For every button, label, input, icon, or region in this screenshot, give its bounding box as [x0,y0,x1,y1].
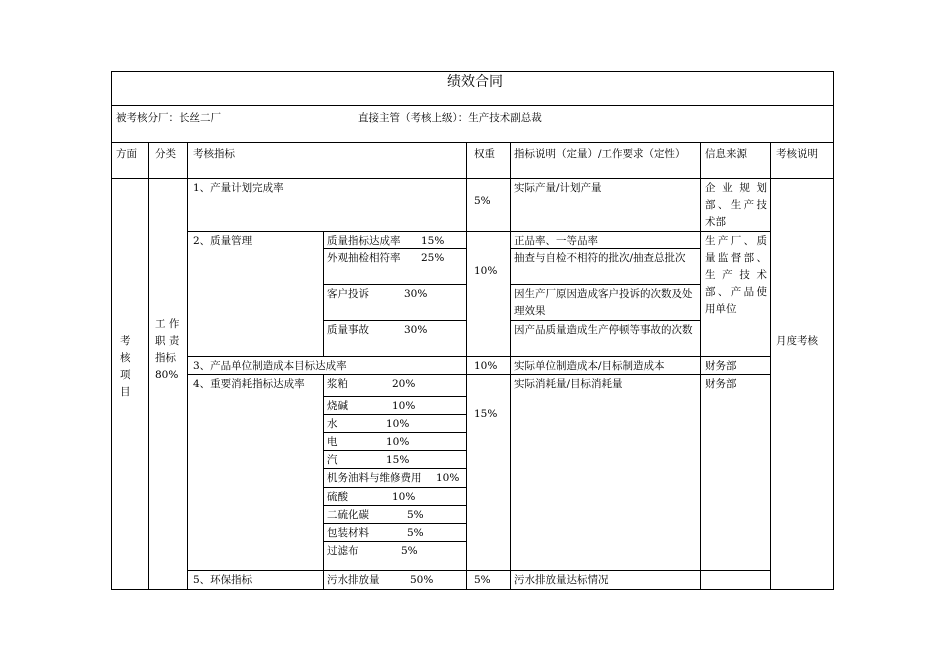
sub-indicator-pct: 20% [392,378,416,390]
category-line: 职 责 [155,335,180,347]
divider [111,142,834,143]
sub-description: 正品率、一等品率 [514,235,598,247]
column-divider [770,142,771,590]
indicator-4: 4、重要消耗指标达成率 [193,378,305,390]
weight-4: 15% [474,408,498,420]
sub-indicator-pct: 10% [386,418,410,430]
row-divider [323,396,466,397]
weight-3: 10% [474,360,498,372]
weight-5: 5% [474,574,491,586]
sub-indicator-name: 汽 [327,454,338,466]
page-title: 绩效合同 [447,74,503,90]
column-divider [148,142,149,590]
sub-indicator-name: 过滤布 [327,545,359,557]
row-divider [510,320,700,321]
column-divider [323,374,324,590]
aspect-char: 核 [120,352,131,364]
sub-description: 因生产厂原因造成客户投诉的次数及处理效果 [514,288,693,317]
aspect-char: 考 [120,335,131,347]
column-divider [700,142,701,590]
sub-indicator-name: 硫酸 [327,491,348,503]
category-line: 80% [155,369,179,381]
sub-indicator-pct: 25% [421,252,445,264]
source-2: 生产厂、质量监督部、生产技术部、产品使用单位 [705,235,767,315]
sub-indicator-name: 外观抽检相符率 [327,252,401,264]
column-divider [466,142,467,590]
indicator-5: 5、环保指标 [193,574,253,586]
sub-description: 抽查与自检不相符的批次/抽查总批次 [514,252,686,264]
row-divider [323,487,466,488]
sub-indicator-pct: 15% [386,454,410,466]
source-4: 财务部 [705,378,737,390]
sub-indicator-pct: 50% [410,574,434,586]
sub-indicator-pct: 15% [421,235,445,247]
sub-indicator-pct: 5% [401,545,418,557]
category-line: 工 作 [155,318,180,330]
note-value: 月度考核 [776,335,818,347]
weight-1: 5% [474,195,491,207]
sub-indicator-pct: 10% [392,400,416,412]
col-header-weight: 权重 [474,148,495,160]
sub-indicator-name: 水 [327,418,338,430]
description-5: 污水排放量达标情况 [514,574,609,586]
col-header-aspect: 方面 [116,148,137,160]
indicator-2: 2、质量管理 [193,235,253,247]
col-header-source: 信息来源 [705,148,747,160]
sub-indicator-name: 机务油料与维修费用 [327,472,422,484]
col-header-note: 考核说明 [776,148,818,160]
indicator-3: 3、产品单位制造成本目标达成率 [193,360,347,372]
col-header-category: 分类 [155,148,176,160]
row-divider [187,570,770,571]
source-3: 财务部 [705,360,737,372]
sub-indicator-pct: 5% [407,527,424,539]
sub-indicator-name: 质量事故 [327,324,369,336]
divider [111,105,834,106]
aspect-char: 项 [120,369,131,381]
sub-indicator-name: 二硫化碳 [327,509,369,521]
sub-indicator-name: 质量指标达成率 [327,235,401,247]
row-divider [323,284,466,285]
sub-indicator-name: 污水排放量 [327,574,380,586]
sub-indicator-name: 浆粕 [327,378,348,390]
sub-indicator-name: 烧碱 [327,400,348,412]
row-divider [510,284,700,285]
sub-indicator-name: 客户投诉 [327,288,369,300]
sub-description: 因产品质量造成生产停顿等事故的次数 [514,324,693,336]
col-header-description: 指标说明（定量）/工作要求（定性） [514,148,686,160]
column-divider [510,142,511,590]
row-divider [187,231,770,232]
sub-indicator-name: 包装材料 [327,527,369,539]
description-1: 实际产量/计划产量 [514,182,602,194]
sub-indicator-pct: 5% [407,509,424,521]
sub-indicator-pct: 10% [436,472,460,484]
column-divider [187,142,188,590]
row-divider [187,356,770,357]
aspect-char: 目 [120,386,131,398]
row-divider [323,320,466,321]
description-4: 实际消耗量/目标消耗量 [514,378,623,390]
sub-indicator-name: 电 [327,436,338,448]
factory-label: 被考核分厂：长丝二厂 [116,112,221,124]
source-1: 企业规划部、生产技术部 [705,182,767,228]
description-3: 实际单位制造成本/目标制造成本 [514,360,665,372]
sub-indicator-pct: 30% [404,288,428,300]
divider [111,178,834,179]
category-line: 指标 [155,352,176,364]
indicator-1: 1、产量计划完成率 [193,182,284,194]
sub-indicator-pct: 10% [392,491,416,503]
sub-indicator-pct: 30% [404,324,428,336]
col-header-indicator: 考核指标 [193,148,235,160]
column-divider [323,231,324,356]
sub-indicator-pct: 10% [386,436,410,448]
weight-2: 10% [474,265,498,277]
supervisor-label: 直接主管（考核上级）：生产技术副总裁 [358,112,542,124]
